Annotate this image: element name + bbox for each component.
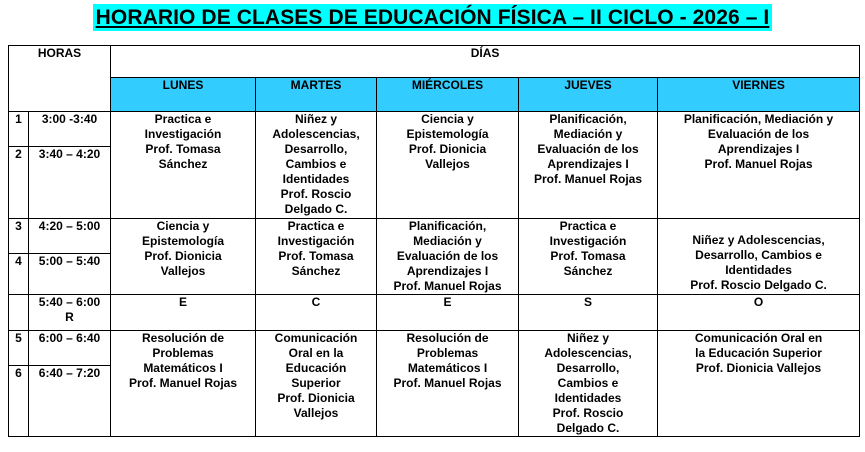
recess-row xyxy=(9,295,860,331)
recess-letter: S xyxy=(519,295,658,331)
class-line: Prof. Manuel Rojas xyxy=(393,279,502,293)
class-line: Problemas xyxy=(152,346,214,360)
recess-letter: C xyxy=(256,295,377,331)
dias-header: DÍAS xyxy=(111,46,860,78)
class-cell xyxy=(519,112,658,219)
page-title: HORARIO DE CLASES DE EDUCACIÓN FÍSICA – II CICLO - 2026 – I xyxy=(93,4,773,31)
class-line: Ciencia y xyxy=(421,112,474,126)
class-line: Sánchez xyxy=(291,264,341,278)
class-line: Identidades xyxy=(282,172,350,186)
class-line: la Educación Superior xyxy=(695,346,822,360)
class-line: Prof. Roscio xyxy=(552,406,624,420)
class-line: Comunicación Oral en xyxy=(694,331,823,345)
class-line: Vallejos xyxy=(160,264,206,278)
class-line: Matemáticos I xyxy=(143,361,223,375)
day-header-miercoles: MIÉRCOLES xyxy=(377,78,519,112)
class-cell xyxy=(256,331,377,437)
period-number: 2 xyxy=(9,147,29,219)
class-line: Niñez y Adolescencias, xyxy=(692,233,825,247)
class-line: Prof. Tomasa xyxy=(278,249,354,263)
class-line: Desarrollo, Cambios e xyxy=(695,248,822,262)
header-row xyxy=(9,46,860,78)
days-row xyxy=(9,78,860,112)
class-line: Ciencia y xyxy=(156,219,210,233)
class-line: Matemáticos I xyxy=(407,361,488,375)
period-row xyxy=(9,219,860,254)
period-row xyxy=(9,331,860,366)
class-line: Prof. Roscio Delgado C. xyxy=(690,278,827,292)
recess-letter: O xyxy=(658,295,860,331)
class-line: Prof. Manuel Rojas xyxy=(533,172,643,186)
recess-time xyxy=(29,295,111,331)
class-line: Delgado C. xyxy=(556,421,620,435)
class-line: Prof. Tomasa xyxy=(550,249,626,263)
class-line: Sánchez xyxy=(563,264,613,278)
class-line: Adolescencias, xyxy=(272,127,360,141)
class-line: Sánchez xyxy=(158,157,208,171)
class-line: Cambios e xyxy=(285,157,347,171)
class-cell xyxy=(377,112,519,219)
class-line: Planificación, xyxy=(549,112,627,126)
class-line: Mediación y xyxy=(413,234,482,248)
recess-time-range: 5:40 – 6:00 xyxy=(38,295,101,309)
class-line: Resolución de xyxy=(406,331,489,345)
class-line: Vallejos xyxy=(425,157,470,171)
class-line: Aprendizajes I xyxy=(406,264,489,278)
day-header-viernes: VIERNES xyxy=(658,78,860,112)
period-time: 3:00 -3:40 xyxy=(29,112,111,147)
class-line: Evaluación de los xyxy=(396,249,499,263)
class-line: Epistemología xyxy=(406,127,489,141)
day-header-lunes: LUNES xyxy=(111,78,256,112)
class-line: Prof. Manuel Rojas xyxy=(393,376,502,390)
schedule-table xyxy=(8,45,860,437)
class-line: Identidades xyxy=(725,263,792,277)
class-line: Investigación xyxy=(549,234,627,248)
class-cell xyxy=(658,112,860,219)
class-line: Educación xyxy=(285,361,347,375)
class-line: Comunicación xyxy=(274,331,358,345)
class-cell xyxy=(111,112,256,219)
period-number-empty xyxy=(9,295,29,331)
class-line: Prof. Tomasa xyxy=(145,142,221,156)
class-line: Resolución de xyxy=(141,331,224,345)
class-line: Practica e xyxy=(559,219,617,233)
period-time: 6:40 – 7:20 xyxy=(29,366,111,437)
class-line: Practica e xyxy=(154,112,212,126)
class-cell xyxy=(111,219,256,295)
class-line: Prof. Dionicia xyxy=(408,142,487,156)
class-line: Prof. Manuel Rojas xyxy=(128,376,238,390)
day-header-martes: MARTES xyxy=(256,78,377,112)
class-cell xyxy=(377,219,519,295)
class-cell xyxy=(111,331,256,437)
class-line: Investigación xyxy=(277,234,355,248)
recess-letter: E xyxy=(377,295,519,331)
period-number: 1 xyxy=(9,112,29,147)
class-line: Identidades xyxy=(554,391,622,405)
class-line: Oral en la xyxy=(288,346,344,360)
class-cell xyxy=(256,219,377,295)
class-cell xyxy=(256,112,377,219)
period-number: 5 xyxy=(9,331,29,366)
period-row xyxy=(9,112,860,147)
class-cell xyxy=(519,219,658,295)
period-time: 4:20 – 5:00 xyxy=(29,219,111,254)
class-line: Prof. Dionicia xyxy=(144,249,222,263)
class-line: Superior xyxy=(291,376,341,390)
class-line: Aprendizajes I xyxy=(547,157,629,171)
class-line: Prof. Dionicia xyxy=(277,391,355,405)
class-line: Prof. Roscio xyxy=(280,187,352,201)
period-time: 5:00 – 5:40 xyxy=(29,254,111,295)
period-number: 6 xyxy=(9,366,29,437)
class-line: Prof. Dionicia Vallejos xyxy=(695,361,822,375)
class-line: Aprendizajes I xyxy=(717,142,800,156)
day-header-jueves: JUEVES xyxy=(519,78,658,112)
class-line: Evaluación de los xyxy=(537,142,639,156)
class-line: Cambios e xyxy=(557,376,619,390)
class-line: Problemas xyxy=(416,346,479,360)
class-line: Planificación, Mediación y xyxy=(683,112,834,126)
period-number: 3 xyxy=(9,219,29,254)
class-cell xyxy=(377,331,519,437)
class-line: Planificación, xyxy=(408,219,487,233)
period-time: 3:40 – 4:20 xyxy=(29,147,111,219)
class-line: Practica e xyxy=(287,219,345,233)
class-line: Adolescencias, xyxy=(544,346,632,360)
class-line: Niñez y xyxy=(294,112,337,126)
period-number: 4 xyxy=(9,254,29,295)
class-cell xyxy=(658,331,860,437)
class-line: Desarrollo, xyxy=(284,142,348,156)
class-line: Niñez y xyxy=(566,331,609,345)
class-line: Prof. Manuel Rojas xyxy=(704,157,813,171)
title-container xyxy=(0,4,865,31)
period-time: 6:00 – 6:40 xyxy=(29,331,111,366)
class-line: Mediación y xyxy=(553,127,623,141)
class-line: Evaluación de los xyxy=(707,127,810,141)
horas-header: HORAS xyxy=(9,46,111,112)
class-cell xyxy=(658,219,860,295)
class-line: Delgado C. xyxy=(284,202,348,216)
class-line: Epistemología xyxy=(141,234,224,248)
class-line: Investigación xyxy=(144,127,222,141)
class-line: Desarrollo, xyxy=(556,361,620,375)
recess-letter: E xyxy=(111,295,256,331)
class-line: Vallejos xyxy=(293,406,339,420)
class-cell xyxy=(519,331,658,437)
recess-letter-r: R xyxy=(65,310,74,324)
